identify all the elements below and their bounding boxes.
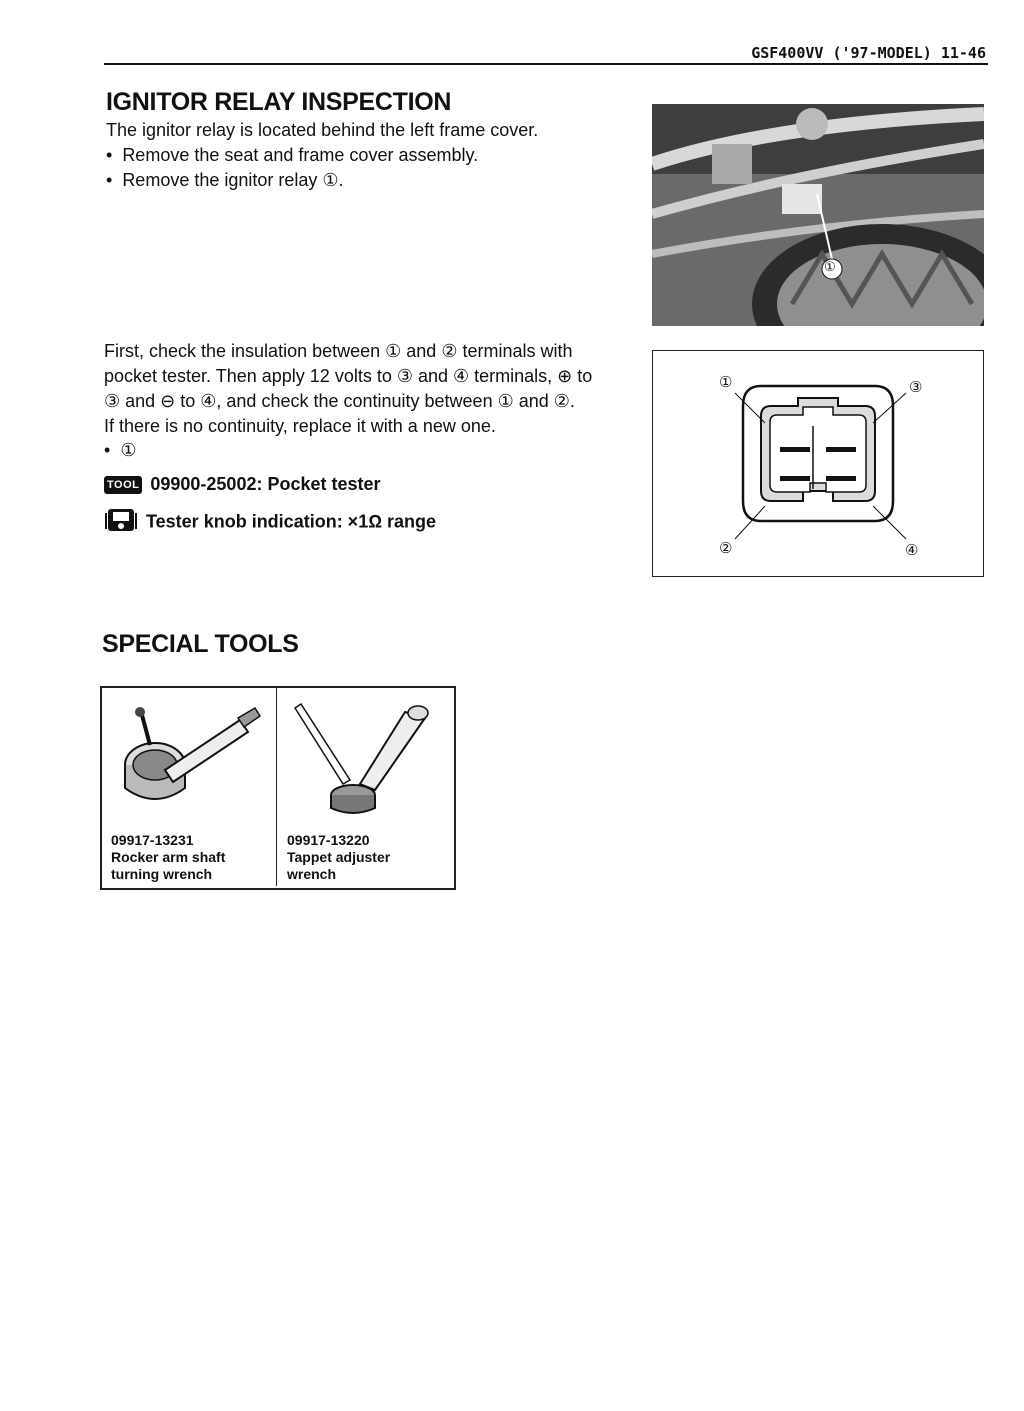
tool-1-caption xyxy=(111,832,225,883)
tool-pocket-tester xyxy=(104,474,381,495)
photo-callout-1: ① xyxy=(824,259,836,274)
rocker-arm-wrench-illustration xyxy=(110,700,270,825)
page-header: GSF400VV ('97-MODEL) 11-46 xyxy=(751,44,986,62)
tester-icon xyxy=(104,507,138,538)
tool-2-name-line2: wrench xyxy=(287,866,337,882)
terminal-label-4: ④ xyxy=(905,542,919,559)
intro-text: The ignitor relay is located behind the left frame cover. xyxy=(106,120,539,140)
bullet-text: Remove the seat and frame cover assembly. xyxy=(122,145,479,165)
check-line-4: If there is no continuity, replace it with a new one. xyxy=(104,416,496,436)
tool-2-name-line1: Tappet adjuster xyxy=(287,849,391,865)
tappet-adjuster-wrench-illustration xyxy=(285,700,445,825)
bullet-terminal-1 xyxy=(104,438,136,463)
check-line-1: First, check the insulation between ① and ② terminals with xyxy=(104,341,573,361)
terminal-label-1: ① xyxy=(719,374,733,391)
bullet-text: ① xyxy=(120,440,137,460)
section-title: IGNITOR RELAY INSPECTION xyxy=(106,88,452,116)
tester-knob-text: Tester knob indication: ×1Ω range xyxy=(146,511,437,532)
tool-1-number: 09917-13231 xyxy=(111,832,194,848)
tool-2-caption xyxy=(287,832,390,883)
bullet-remove-relay xyxy=(106,168,344,193)
ignitor-relay-photo xyxy=(652,104,984,326)
relay-terminal-diagram xyxy=(652,350,984,577)
tool-1-name-line2: turning wrench xyxy=(111,866,213,882)
terminal-label-2: ② xyxy=(719,540,733,557)
check-line-3: ③ and ⊖ to ④, and check the continuity between ① and ②. xyxy=(104,391,575,411)
tester-knob-indication xyxy=(104,507,436,538)
bullet-remove-seat xyxy=(106,143,478,168)
tool-pocket-tester-text: 09900-25002: Pocket tester xyxy=(150,474,381,494)
check-line-2: pocket tester. Then apply 12 volts to ③ and ④ terminals, ⊕ to xyxy=(104,366,593,386)
tool-1-name-line1: Rocker arm shaft xyxy=(111,849,226,865)
tools-divider xyxy=(276,688,277,886)
special-tools-title: SPECIAL TOOLS xyxy=(102,630,299,658)
tool-2-number: 09917-13220 xyxy=(287,832,370,848)
header-rule xyxy=(104,63,988,65)
tool-icon: TOOL xyxy=(104,476,142,494)
bullet-text: Remove the ignitor relay ①. xyxy=(122,170,344,190)
terminal-label-3: ③ xyxy=(909,379,923,396)
